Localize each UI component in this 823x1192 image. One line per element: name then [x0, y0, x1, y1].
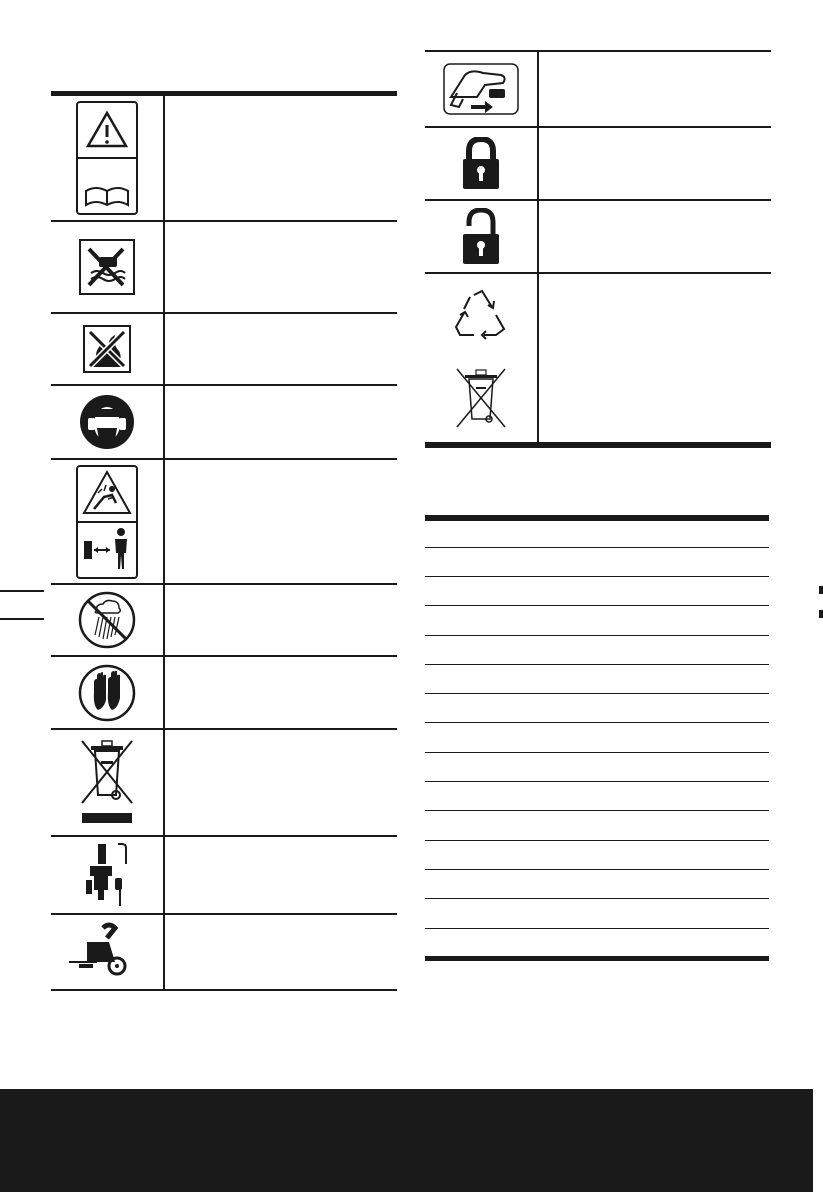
edging-trimmer-icon: [82, 840, 132, 910]
no-rain-icon: [78, 591, 136, 649]
no-fire-icon: [83, 325, 131, 373]
battery-insert-icon: [443, 63, 519, 115]
flying-debris-keep-distance-icon: [76, 465, 138, 579]
symbol-row: [51, 386, 397, 458]
list-rule: [425, 605, 769, 606]
symbol-row: [425, 52, 771, 126]
edge-mark: [819, 586, 823, 594]
edge-mark: [819, 610, 823, 618]
symbol-row: [425, 274, 771, 442]
unlocked-icon: [461, 208, 501, 266]
symbol-row: [51, 96, 397, 220]
list-bottom-rule: [425, 956, 769, 961]
symbol-row: [51, 460, 397, 583]
symbol-row: [425, 128, 771, 199]
symbols-table-left: [51, 91, 397, 991]
table-bottom-rule: [425, 442, 771, 448]
wheeled-edger-icon: [67, 922, 147, 982]
list-rule: [425, 928, 769, 929]
symbol-row: [51, 585, 397, 655]
symbol-row: [51, 222, 397, 312]
list-rule: [425, 635, 769, 636]
list-rule: [425, 781, 769, 782]
side-tab-mark: [0, 618, 44, 620]
list-rule: [425, 722, 769, 723]
wear-gloves-icon: [78, 664, 136, 722]
symbol-row: [51, 730, 397, 835]
warning-read-manual-icon: [76, 101, 138, 215]
no-water-icon: [79, 239, 135, 295]
symbol-row: [51, 837, 397, 913]
list-rule: [425, 840, 769, 841]
symbol-row: [425, 201, 771, 272]
symbols-table-right: [425, 50, 771, 450]
weee-disposal-icon: [76, 735, 138, 831]
list-rule: [425, 752, 769, 753]
recycle-weee-icon: [446, 283, 516, 433]
list-rule: [425, 869, 769, 870]
list-rule: [425, 693, 769, 694]
symbol-row: [51, 314, 397, 384]
list-rule: [425, 810, 769, 811]
footer-band: [0, 1089, 813, 1192]
list-rule: [425, 547, 769, 548]
list-top-rule: [425, 515, 769, 521]
side-tab-mark: [0, 590, 44, 592]
symbol-row: [51, 915, 397, 989]
eye-ear-protection-icon: [79, 394, 135, 450]
list-rule: [425, 664, 769, 665]
list-rule: [425, 898, 769, 899]
list-rule: [425, 576, 769, 577]
symbol-row: [51, 657, 397, 728]
locked-icon: [461, 137, 501, 191]
